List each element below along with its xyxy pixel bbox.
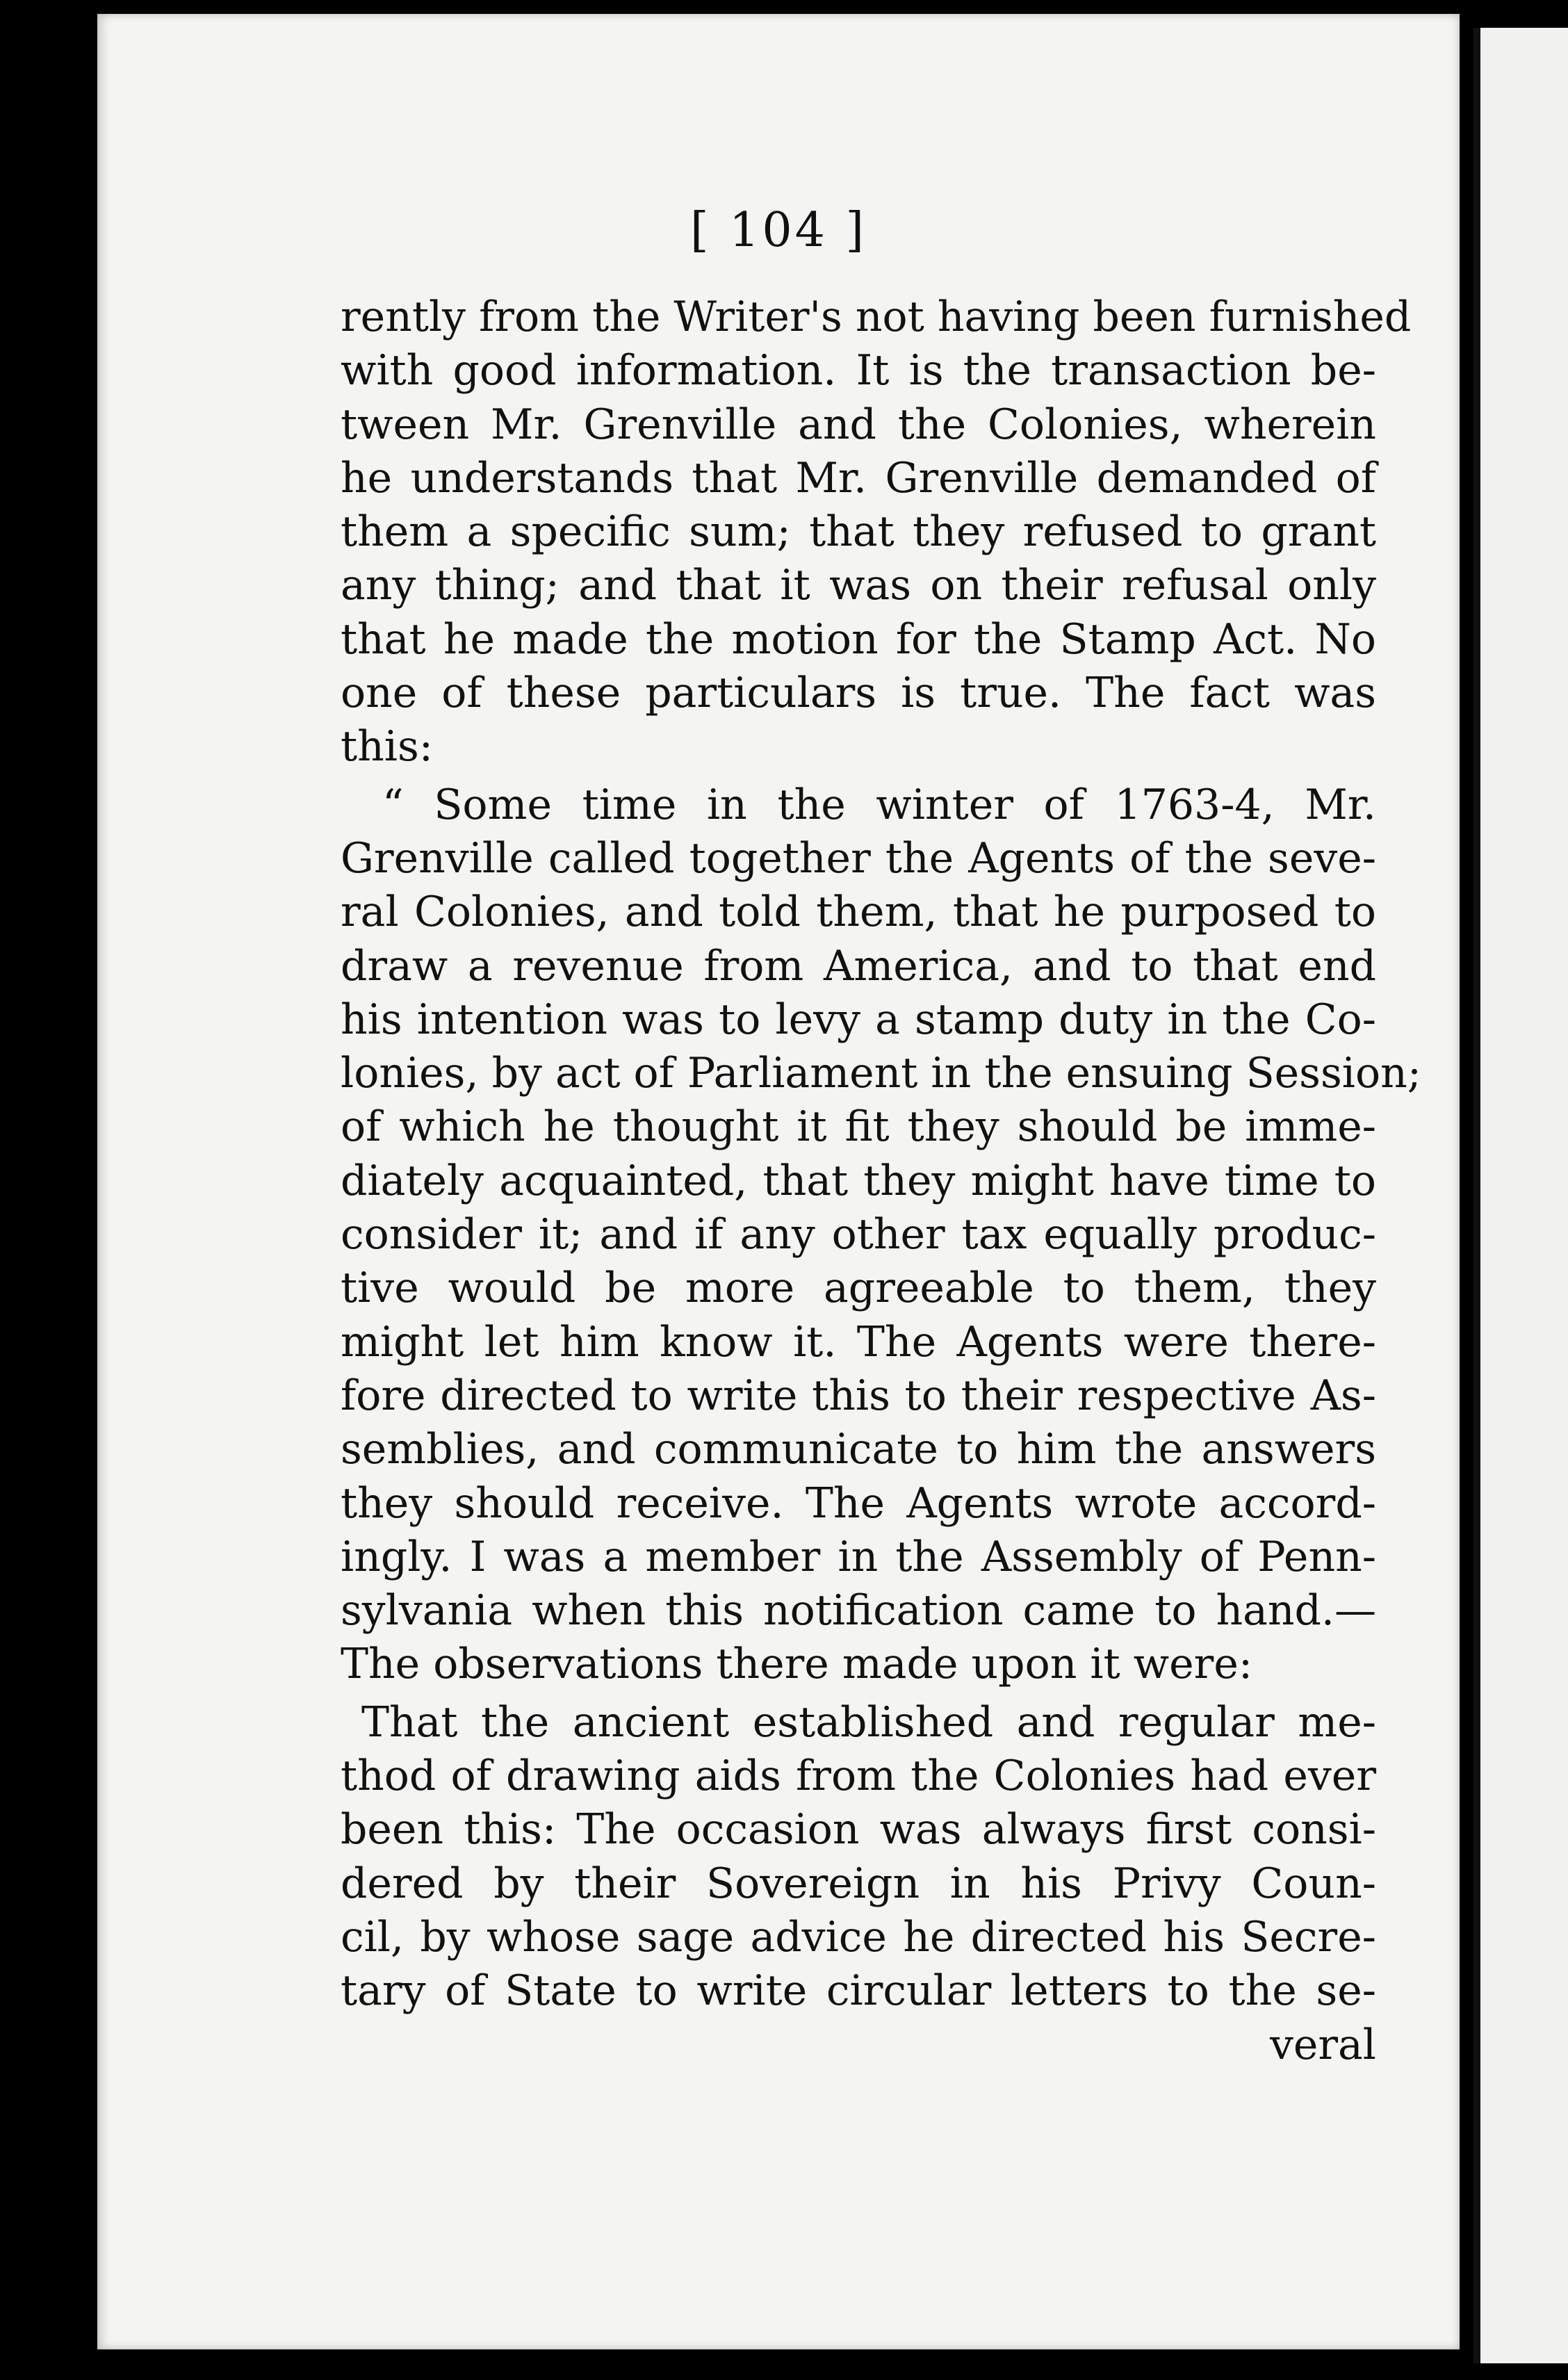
text-line: he understands that Mr. Grenville demanded of bbox=[341, 453, 1376, 503]
text-line: tary of State to write circular letters to the se- bbox=[341, 1966, 1376, 2016]
text-line: tween Mr. Grenville and the Colonies, wherein bbox=[341, 400, 1376, 449]
text-line: them a specific sum; that they refused to grant bbox=[341, 507, 1376, 557]
text-line: rently from the Writer's not having been furnished bbox=[341, 293, 1412, 341]
paragraph bbox=[341, 291, 1412, 774]
paragraph bbox=[341, 779, 1421, 1692]
text-line: one of these particulars is true. The fact was bbox=[341, 669, 1376, 718]
text-line: that he made the motion for the Stamp Act. No bbox=[341, 614, 1376, 664]
catchword: veral bbox=[1269, 2020, 1376, 2069]
book-page bbox=[97, 14, 1460, 2349]
text-line: “ Some time in the winter of 1763-4, Mr. bbox=[382, 780, 1376, 829]
text-line: consider it; and if any other tax equally produc- bbox=[341, 1210, 1376, 1260]
text-line: semblies, and communicate to him the answers bbox=[341, 1425, 1376, 1474]
paragraph bbox=[341, 1696, 1376, 2019]
text-line: ral Colonies, and told them, that he purposed to bbox=[341, 888, 1376, 937]
text-line: might let him know it. The Agents were there- bbox=[341, 1317, 1376, 1367]
text-line: That the ancient established and regular me- bbox=[361, 1697, 1376, 1747]
text-line: sylvania when this notification came to hand.— bbox=[341, 1586, 1376, 1636]
text-line: draw a revenue from America, and to that end bbox=[341, 941, 1376, 991]
text-line: dered by their Sovereign in his Privy Coun- bbox=[341, 1859, 1376, 1908]
body-text bbox=[341, 291, 1421, 2072]
text-line: ingly. I was a member in the Assembly of Penn- bbox=[341, 1532, 1376, 1581]
text-line: fore directed to write this to their respective As- bbox=[341, 1371, 1376, 1420]
text-line: of which he thought it fit they should be imme- bbox=[341, 1102, 1376, 1152]
text-line: this: bbox=[341, 722, 433, 772]
text-line: thod of drawing aids from the Colonies had ever bbox=[341, 1752, 1376, 1801]
page-number: [ 104 ] bbox=[689, 203, 867, 258]
text-line: cil, by whose sage advice he directed his Secre- bbox=[341, 1912, 1376, 1962]
text-line: any thing; and that it was on their refusal only bbox=[341, 561, 1376, 610]
text-line: with good information. It is the transaction be- bbox=[341, 346, 1376, 396]
text-line: lonies, by act of Parliament in the ensuing Session; bbox=[341, 1049, 1421, 1098]
text-line: been this: The occasion was always first consi- bbox=[341, 1805, 1376, 1855]
text-line: they should receive. The Agents wrote accord- bbox=[341, 1478, 1376, 1528]
text-line: The observations there made upon it were: bbox=[341, 1640, 1253, 1689]
text-line: his intention was to levy a stamp duty in the Co- bbox=[341, 995, 1376, 1044]
text-line: tive would be more agreeable to them, they bbox=[341, 1264, 1376, 1313]
text-line: Grenville called together the Agents of the seve- bbox=[341, 833, 1376, 883]
adjacent-page-edge bbox=[1473, 28, 1568, 2363]
text-line: diately acquainted, that they might have time to bbox=[341, 1156, 1376, 1205]
